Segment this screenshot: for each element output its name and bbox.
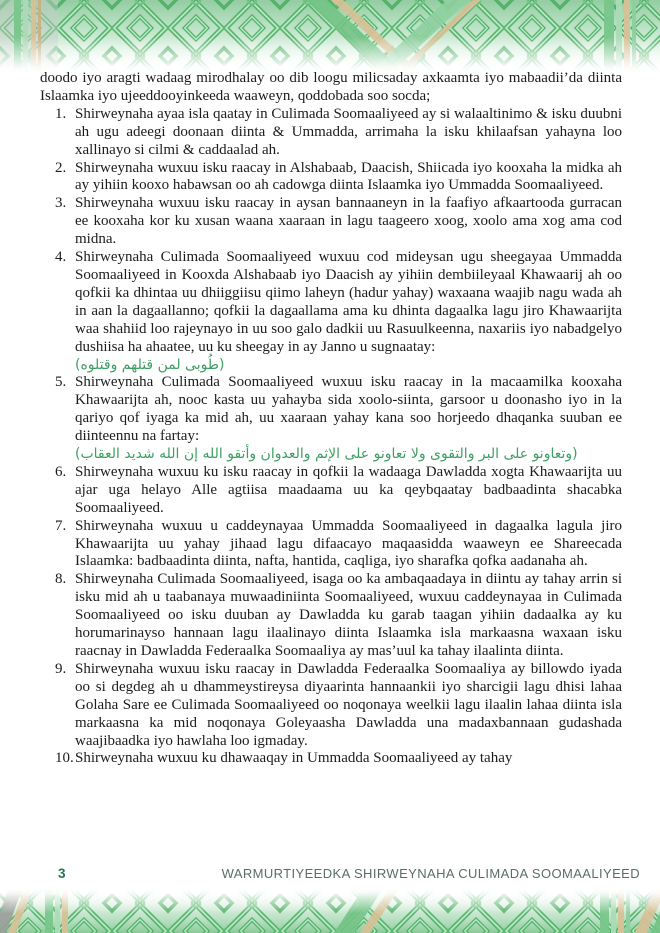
item-text: Shirweynaha wuxuu isku raacay in Dawladda Federaalka Soomaaliya ay billowdo iyada oo si degdeg ah u dhammeystireysa diyaarinta hannaankii iyo sharcigii lagu dhisi lahaa Golaha Sare ee Culimada Soomaaliyeed oo noqonaya weelkii lagu ilaalin lahaa diinta isla markaasna ka mid noqonaya Goleyaasha Dawladda una madaxbannaan gudashada waajibaadka iyo hawlaha loo igmaday.: [75, 660, 622, 749]
list-item: [55, 160, 622, 196]
resolution-list: [40, 106, 622, 769]
arabic-quote: (طُوبى لمن قتلهم وقتلوه): [75, 356, 225, 373]
item-number: 3.: [55, 195, 67, 212]
list-item: [55, 750, 622, 768]
list-item: [55, 661, 622, 751]
item-text: Shirweynaha wuxuu u caddeynayaa Ummadda Soomaaliyeed in dagaalka lagula jiro Khawaarijta uu yahay jihaad lagu difaacayo maqaasidda waaweyn ee Shareecada Islaamka: badbaadinta diinta, nafta, hantida, caqliga, iyo sharafka qofka aadanaha ah.: [75, 517, 622, 570]
list-item: [55, 249, 622, 374]
item-number: 10.: [55, 750, 74, 767]
item-text: Shirweynaha wuxuu ku dhawaaqay in Ummadda Soomaaliyeed ay tahay: [75, 750, 513, 767]
list-item: [55, 374, 622, 464]
item-text: Shirweynaha Culimada Soomaaliyeed wuxuu isku raacay in la macaamilka kooxaha Khawaarijta ah, nooc kasta uu yahayba sida xoolo-siinta, garsoor u doonasho iyo in la qariyo qof iyaga ka mid ah, uu xaaraan yahay kana soo horjeedo dhaqanka suuban ee diinteennu na fartay:: [75, 374, 622, 445]
page-footer: [40, 863, 640, 883]
page-number: 3: [58, 865, 66, 881]
item-number: 9.: [55, 660, 67, 677]
list-item: [55, 518, 622, 572]
item-text: Shirweynaha Culimada Soomaaliyeed wuxuu cod mideysan ugu sheegayaa Ummadda Soomaaliyeed in Kooxda Alshabaab iyo Daacish ay yihiin dembiileyaal Khawaarij ah oo qofkii ka dhintaa uu dhiiggiisu qiimo laheyn (hadur yahay) waxaana waajib nagu wada ah in aan la dagaallanno; qofkii la dagaallama ama ku dhinta dagaalka lagu jiro Khawaarijta waa shahiid loo rajeynayo in uu soo galo dadkii uu Rasuulkeenna, naxariis iyo nabadgelyo dushiisa ha ahaatee, uu ku sheegay in ay Janno u sugnaatay:: [75, 249, 622, 355]
decorative-border-bottom: [0, 889, 660, 933]
item-number: 1.: [55, 105, 67, 122]
item-text: Shirweynaha wuxuu isku raacay in Alshabaab, Daacish, Shiicada iyo kooxaha la midka ah ay yihiin kooxo habawsan oo ah cadowga diinta Islaamka iyo Ummadda Soomaaliyeed.: [75, 159, 622, 194]
decorative-border-top: [0, 0, 660, 74]
item-number: 6.: [55, 463, 67, 480]
item-number: 7.: [55, 517, 67, 534]
list-item: [55, 195, 622, 249]
item-number: 5.: [55, 374, 67, 391]
item-number: 2.: [55, 159, 67, 176]
intro-paragraph: doodo iyo aragti wadaag mirodhalay oo dib loogu milicsaday axkaamta iyo mabaadii’da diinta Islaamka iyo ujeeddooyinkeeda waaweyn, qoddobada soo socda;: [40, 70, 622, 104]
item-text: Shirweynaha ayaa isla qaatay in Culimada Soomaaliyeed ay si walaaltinimo & isku duubni ah ugu adeegi doonaan diinta & Ummadda, arrimaha la isku khilaafsan yahayna loo xallinayo si cilmi & caddaalad ah.: [75, 105, 622, 158]
item-number: 4.: [55, 249, 67, 266]
list-item: [55, 571, 622, 661]
item-text: Shirweynaha wuxuu ku isku raacay in qofkii la wadaaga Dawladda xogta Khawaarijta uu ajar uga helayo Alle agtiisa maadaama uu ka qeybqaatay badbaadinta shacabka Soomaaliyeed.: [75, 463, 622, 516]
islamic-pattern-bottom: [0, 889, 660, 933]
islamic-pattern-top: [0, 0, 660, 74]
footer-title: WARMURTIYEEDKA SHIRWEYNAHA CULIMADA SOOMAALIYEED: [221, 865, 640, 881]
list-item: [55, 106, 622, 160]
list-item: [55, 464, 622, 518]
item-number: 8.: [55, 571, 67, 588]
arabic-quote: (وتعاونو على البر والتقوى ولا تعاونو على الإثم والعدوان وأتقو الله إن الله شديد العقاب): [75, 446, 578, 463]
item-text: Shirweynaha wuxuu isku raacay in aysan bannaaneyn in la faafiyo afkaartooda gurracan ee kooxaha kor ku xusan waana xaaraan in lagu taageero xoog, xoolo ama xog ama cod midna.: [75, 195, 622, 248]
item-text: Shirweynaha Culimada Soomaaliyeed, isaga oo ka ambaqaadaya in diintu ay tahay arrin si isku mid ah u taabanaya muwaadiniinta Soomaaliyeed, wuxuu caddeynayaa in Culimada Soomaaliyeed oo isku duuban ay Dawladda ku garab taagan yihiin dadaalka ay ku horumarinayso hannaan lagu ilaalinayo diinta Islaamka isla markaasna waxaan isku raacnay in Dawladda Federaalka Soomaaliya ay mas’uul ka tahay ilaalinta diinta.: [75, 571, 622, 659]
page-content: [40, 70, 622, 866]
